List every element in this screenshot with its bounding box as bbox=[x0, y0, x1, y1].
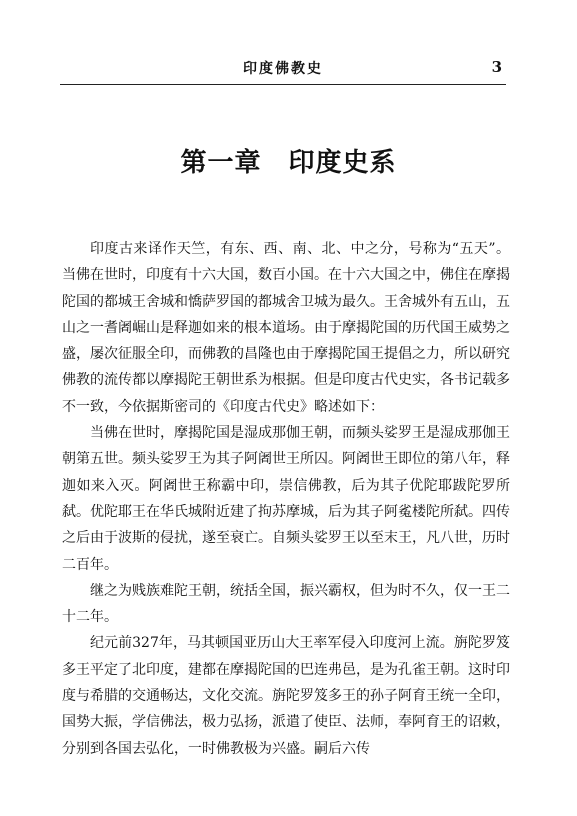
header-rule bbox=[60, 84, 506, 85]
page-number: 3 bbox=[491, 58, 502, 76]
paragraph-3: 继之为贱族难陀王朝，统括全国，振兴霸权，但为时不久，仅一王二十二年。 bbox=[62, 582, 510, 626]
running-title: 印度佛教史 bbox=[243, 61, 323, 77]
body-text bbox=[62, 236, 510, 762]
chapter-title: 第一章 印度史系 bbox=[180, 148, 397, 178]
paragraph-2: 当佛在世时，摩揭陀国是湿成那伽王朝，而频头娑罗王是湿成那伽王朝第五世。频头娑罗王为其子阿阇世王所囚。阿阇世王即位的第八年，释迦如来入灭。阿阇世王称霸中印，崇信佛教，后为其子优陀耶跋陀罗所弑。优陀耶王在华氏城附近建了拘苏摩城，后为其子阿㝹楼陀所弑。四传之后由于波斯的侵扰，遂至衰亡。自频头娑罗王以至末王，凡八世，历时二百年。 bbox=[62, 425, 510, 573]
running-header bbox=[60, 50, 506, 90]
paragraph-1: 印度古来译作天竺，有东、西、南、北、中之分，号称为“五天”。当佛在世时，印度有十六大国，数百小国。在十六大国之中，佛住在摩揭陀国的都城王舍城和憍萨罗国的都城舍卫城为最久。王舍城外有五山，五山之一耆阇崛山是释迦如来的根本道场。由于摩揭陀国的历代国王威势之盛，屡次征服全印，而佛教的昌隆也由于摩揭陀国王提倡之力，所以研究佛教的流传都以摩揭陀王朝世系为根据。但是印度古代史实，各书记载多不一致，今依据斯密司的《印度古代史》略述如下： bbox=[62, 241, 510, 415]
paragraph-4: 纪元前327年，马其顿国亚历山大王率军侵入印度河上流。旃陀罗笈多王平定了北印度，建都在摩揭陀国的巴连弗邑，是为孔雀王朝。这时印度与希腊的交通畅达，文化交流。旃陀罗笈多王的孙子阿育王统一全印，国势大振，学信佛法，极力弘扬，派遣了使臣、法师，奉阿育王的诏敕，分别到各国去弘化，一时佛教极为兴盛。嗣后六传 bbox=[62, 635, 510, 757]
